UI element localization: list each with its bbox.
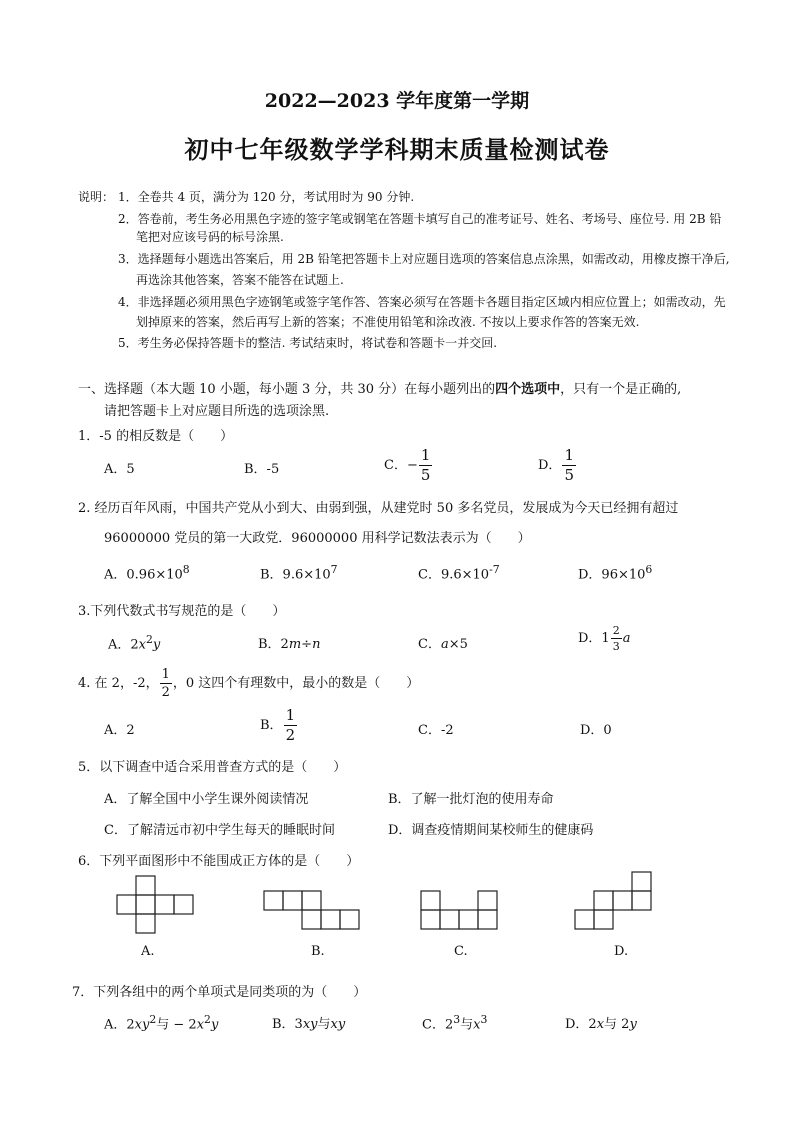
label: A．2 xyxy=(108,637,139,653)
q2-option-c xyxy=(418,563,500,582)
exponent: 2 xyxy=(146,633,153,646)
var: a xyxy=(622,631,631,646)
connector: 与 xyxy=(317,1017,331,1032)
q1-option-c-label: C．− xyxy=(384,458,418,473)
connector: 与 2 xyxy=(604,1017,630,1032)
net-square xyxy=(283,891,302,910)
note-item: 3．选择题每小题选出答案后，用 2B 铅笔把答题卡上对应题目选项的答案信息点涂黑，如需改动，用橡皮擦干净后, xyxy=(118,252,730,266)
q4-stem-text: 4. 在 2，-2， xyxy=(78,676,159,691)
denominator: 3 xyxy=(612,640,620,653)
note-item: 2．答卷前，考生务必用黑色字迹的签字笔或钢笔在答题卡填写自己的准考证号、姓名、考场号、座位号. 用 2B 铅 xyxy=(118,212,722,226)
q2-option-b xyxy=(260,563,338,582)
q4-stem-text: ，0 这四个有理数中，最小的数是（ ） xyxy=(172,676,420,691)
denominator: 2 xyxy=(285,726,296,744)
note-item: 1．全卷共 4 页，满分为 120 分，考试用时为 90 分钟. xyxy=(118,190,415,204)
label: C． xyxy=(418,637,441,652)
section-heading-emphasis: 四个选项中 xyxy=(495,382,561,397)
numerator: 2 xyxy=(612,624,620,637)
section-heading-line2: 请把答题卡上对应题目所选的选项涂黑. xyxy=(104,404,330,419)
q5-stem: 5．以下调查中适合采用普查方式的是（ ） xyxy=(78,760,347,775)
note-item: 再选涂其他答案，答案不能答在试题上. xyxy=(136,273,344,287)
q4-option-d: D．0 xyxy=(580,723,612,738)
exam-title: 初中七年级数学学科期末质量检测试卷 xyxy=(184,135,610,164)
q5-option-b: B．了解一批灯泡的使用寿命 xyxy=(388,792,554,807)
net-square xyxy=(421,891,440,910)
net-square xyxy=(340,910,359,929)
fraction xyxy=(562,448,576,483)
cube-net-d xyxy=(574,871,654,933)
q6-option-c: C. xyxy=(454,944,468,959)
net-square xyxy=(136,876,155,895)
net-square xyxy=(478,910,497,929)
q4-option-b xyxy=(260,708,298,743)
q7-option-d xyxy=(565,1013,637,1032)
q6-option-d: D. xyxy=(614,944,629,959)
numerator: 1 xyxy=(161,667,170,682)
note-item: 4．非选择题必须用黑色字迹钢笔或签字笔作答、答案必须写在答题卡各题目指定区域内相应位置上；如需改动，先 xyxy=(118,295,726,309)
cube-net-a xyxy=(116,876,196,936)
q2-stem-line2: 96000000 党员的第一大政党．96000000 用科学记数法表示为（ ） xyxy=(104,531,531,546)
net-square xyxy=(594,891,613,910)
numerator: 1 xyxy=(420,446,431,464)
q1-stem: 1．-5 的相反数是（ ） xyxy=(78,429,234,444)
var: xy xyxy=(330,1017,346,1032)
exponent: 8 xyxy=(182,563,190,576)
exponent: -7 xyxy=(489,563,500,576)
q6-option-a: A. xyxy=(141,944,155,959)
net-square xyxy=(302,891,321,910)
section-heading-text: 一、选择题（本大题 10 小题，每小题 3 分，共 30 分）在每小题列出的 xyxy=(78,382,496,397)
q2-option-d xyxy=(578,563,652,582)
var: y xyxy=(152,637,161,653)
q3-option-c xyxy=(418,633,468,652)
q1-option-a: A．5 xyxy=(104,462,135,477)
net-square xyxy=(594,910,613,929)
net-square xyxy=(575,910,594,929)
var: xy xyxy=(302,1017,318,1032)
var: y xyxy=(629,1017,637,1032)
base: A．0.96×10 xyxy=(104,567,183,583)
base: B．9.6×10 xyxy=(260,567,331,583)
numerator: 1 xyxy=(564,446,574,464)
exam-year-title: 2022—2023 学年度第一学期 xyxy=(264,90,530,112)
cube-net-b xyxy=(263,890,363,934)
label: B．2 xyxy=(258,637,289,652)
q3-option-d xyxy=(578,625,630,652)
var: y xyxy=(142,1017,150,1033)
base: C．9.6×10 xyxy=(418,567,490,583)
q5-option-a: A．了解全国中小学生课外阅读情况 xyxy=(104,792,309,807)
exponent: 6 xyxy=(645,563,653,576)
exponent: 7 xyxy=(330,563,338,576)
operator: ÷ xyxy=(301,637,313,652)
var: a xyxy=(440,637,449,652)
exponent: 3 xyxy=(453,1013,461,1026)
numerator: 1 xyxy=(285,706,296,724)
net-square xyxy=(302,910,321,929)
net-square xyxy=(264,891,283,910)
label: A．2 xyxy=(104,1017,135,1033)
operator: ×5 xyxy=(448,637,468,652)
net-square xyxy=(478,891,497,910)
fraction xyxy=(419,448,433,483)
net-square xyxy=(136,914,155,933)
var: x xyxy=(134,1017,143,1033)
cube-net-c xyxy=(420,890,500,934)
net-square xyxy=(459,910,478,929)
q5-option-d: D．调查疫情期间某校师生的健康码 xyxy=(388,823,594,838)
exponent: 2 xyxy=(204,1013,211,1026)
q3-stem: 3.下列代数式书写规范的是（ ） xyxy=(78,604,286,619)
var: y xyxy=(210,1017,219,1033)
q1-option-d xyxy=(538,448,577,483)
q4-option-c: C．-2 xyxy=(418,723,454,738)
var: x xyxy=(596,1017,605,1032)
net-square xyxy=(117,895,136,914)
exponent: 2 xyxy=(149,1013,157,1026)
q7-option-b xyxy=(272,1013,345,1032)
note-item: 5．考生务必保持答题卡的整洁. 考试结束时，将试卷和答题卡一并交回. xyxy=(118,336,498,350)
net-square xyxy=(440,910,459,929)
var: x xyxy=(138,637,147,653)
var: m xyxy=(288,637,302,652)
q7-option-c xyxy=(422,1013,487,1032)
connector: 与 − 2 xyxy=(156,1017,197,1033)
label: D．1 xyxy=(578,631,610,646)
q2-stem-line1: 2. 经历百年风雨，中国共产党从小到大、由弱到强，从建党时 50 多名党员，发展成为今天已经拥有超过 xyxy=(78,501,679,516)
var: n xyxy=(312,637,321,652)
connector: 与 xyxy=(460,1017,474,1033)
net-square xyxy=(613,891,632,910)
q6-option-b: B. xyxy=(311,944,325,959)
net-square xyxy=(421,910,440,929)
q3-option-b xyxy=(258,633,320,652)
note-item: 划掉原来的答案，然后再写上新的答案；不准使用铅笔和涂改液. 不按以上要求作答的答案无效. xyxy=(136,315,640,329)
q4-stem xyxy=(78,668,419,699)
net-square xyxy=(136,895,155,914)
denominator: 5 xyxy=(420,466,431,484)
exponent: 3 xyxy=(480,1013,488,1026)
label: B． xyxy=(260,718,283,733)
label: D．2 xyxy=(565,1017,597,1032)
denominator: 5 xyxy=(564,466,574,484)
var: x xyxy=(473,1017,481,1033)
notes-label: 说明： xyxy=(78,190,115,204)
q7-option-a xyxy=(104,1013,218,1032)
net-square xyxy=(174,895,193,914)
q2-option-a xyxy=(104,563,190,582)
q1-option-b: B．-5 xyxy=(244,462,280,477)
fraction xyxy=(611,625,622,652)
var: x xyxy=(196,1017,205,1033)
base: D．96×10 xyxy=(578,567,646,583)
q6-stem: 6．下列平面图形中不能围成正方体的是（ ） xyxy=(78,854,360,869)
label: C．2 xyxy=(422,1017,454,1033)
denominator: 2 xyxy=(161,685,170,700)
q7-stem: 7．下列各组中的两个单项式是同类项的为（ ） xyxy=(72,985,367,1000)
fraction xyxy=(284,708,298,743)
section-heading-text: ，只有一个是正确的, xyxy=(560,382,682,397)
section-heading xyxy=(78,378,681,397)
note-item: 笔把对应该号码的标号涂黑. xyxy=(136,230,284,244)
net-square xyxy=(155,895,174,914)
q4-option-a: A．2 xyxy=(104,723,135,738)
q1-option-c xyxy=(384,448,433,483)
q1-option-d-label: D． xyxy=(538,458,562,473)
net-square xyxy=(632,872,651,891)
net-square xyxy=(632,891,651,910)
label: B．3 xyxy=(272,1017,303,1032)
fraction xyxy=(160,668,172,699)
q3-option-a xyxy=(108,633,160,652)
net-square xyxy=(321,910,340,929)
q5-option-c: C．了解清远市初中学生每天的睡眠时间 xyxy=(104,823,335,838)
